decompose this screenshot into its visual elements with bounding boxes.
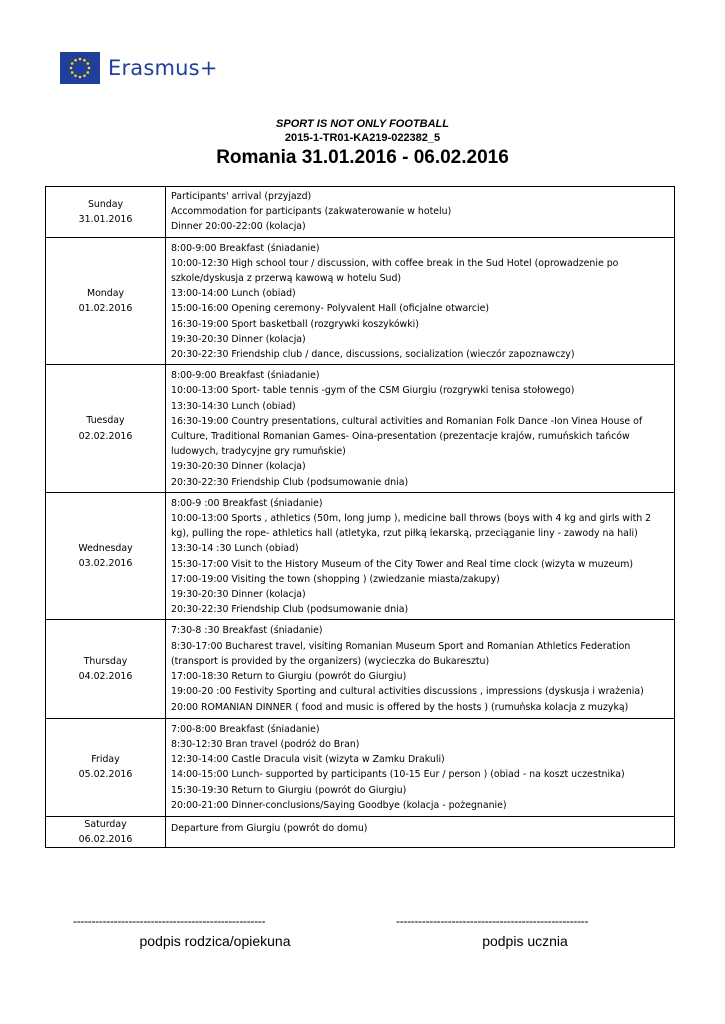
activity-item: Participants' arrival (przyjazd) [171,191,312,202]
activities-cell [166,816,675,847]
activity-item: 15:00-16:00 Opening ceremony- Polyvalent Hall (oficjalne otwarcie) [171,303,490,315]
day-cell [46,620,166,718]
day-cell [46,237,166,365]
activity-item: 10:00-13:00 Sports , athletics (50m, long jump ), medicine ball throws (boys with 4 kg and girls with 2 kg), pulling the rope- athletics hall (atletyka, rzut piłką lekarską, przeciąganie liny - zawody na hali) [171,513,652,540]
activity-item: 16:30-19:00 Sport basketball (rozgrywki koszykówki) [171,318,419,330]
day-name: Tuesday [86,415,125,427]
erasmus-logo [60,52,218,84]
activities-cell [166,492,675,620]
activity-item: 13:30-14 :30 Lunch (obiad) [171,543,299,555]
activity-item: 8:00-9:00 Breakfast (śniadanie) [171,370,320,382]
activity-item: 13:30-14:30 Lunch (obiad) [171,400,296,412]
activity-item: 19:00-20 :00 Festivity Sporting and cultural activities discussions , impressions (dyskusja i wrażenia) [171,686,644,698]
activity-item: 14:00-15:00 Lunch- supported by participants (10-15 Eur / person ) (obiad - na koszt uczestnika) [171,769,625,781]
activity-item: 19:30-20:30 Dinner (kolacja) [171,589,306,601]
activities-cell [166,187,675,238]
activity-item: 8:00-9 :00 Breakfast (śniadanie) [171,497,323,509]
activity-item: 10:00-12:30 High school tour / discussion, with coffee break in the Sud Hotel (oprowadzenie po szkole/dyskusja z przerwą kawową w hotelu Sud) [171,257,619,285]
activity-item: 20:00 ROMANIAN DINNER ( food and music is offered by the hosts ) (rumuńska kolacja z muzyką) [171,701,629,713]
activities-cell [166,365,675,493]
day-cell [46,365,166,493]
activity-item: 7:30-8 :30 Breakfast (śniadanie) [171,625,323,637]
day-name: Saturday [84,818,127,830]
activity-item: 19:30-20:30 Dinner (kolacja) [171,333,306,345]
day-name: Monday [86,287,124,299]
schedule-row [46,816,675,847]
activities-cell [166,718,675,816]
activity-item: 17:00-19:00 Visiting the town (shopping ) (zwiedzanie miasta/zakupy) [171,573,500,585]
day-date: 05.02.2016 [78,769,133,781]
student-signature-label: podpis ucznia [482,933,568,949]
activity-item: 19:30-20:30 Dinner (kolacja) [171,461,306,473]
day-cell [46,718,166,816]
day-name: Wednesday [78,542,133,554]
activity-item: 15:30-19:30 Return to Giurgiu (powrót do Giurgiu) [171,784,407,796]
activity-item: 8:00-9:00 Breakfast (śniadanie) [171,242,320,254]
activity-item: 13:00-14:00 Lunch (obiad) [171,288,296,300]
activity-item: 20:30-22:30 Friendship Club (podsumowanie dnia) [171,604,409,616]
day-cell [46,492,166,620]
activities-cell [166,620,675,718]
eu-flag-icon [60,52,100,84]
activities-cell [166,237,675,365]
day-date: 31.01.2016 [78,213,133,225]
activity-item: 10:00-13:00 Sport- table tennis -gym of the CSM Giurgiu (rozgrywki tenisa stołowego) [171,385,575,397]
day-cell [46,816,166,847]
day-cell [46,187,166,238]
activity-item: 7:00-8:00 Breakfast (śniadanie) [171,723,320,735]
day-date: 04.02.2016 [78,671,133,683]
schedule-table [45,186,675,848]
project-code: 2015-1-TR01-KA219-022382_5 [284,132,441,144]
day-date: 03.02.2016 [78,558,133,570]
logo-text: Erasmus+ [108,56,218,80]
schedule-row [46,365,675,493]
activity-item: 17:00-18:30 Return to Giurgiu (powrót do Giurgiu) [171,671,407,683]
activity-item: 20:30-22:30 Friendship club / dance, discussions, socialization (wieczór zapoznawczy) [171,349,575,361]
page-title: Romania 31.01.2016 - 06.02.2016 [216,147,509,168]
activity-item: 8:30-12:30 Bran travel (podróż do Bran) [171,738,360,750]
activity-item: 20:00-21:00 Dinner-conclusions/Saying Goodbye (kolacja - pożegnanie) [171,799,507,811]
activity-item: Accommodation for participants (zakwaterowanie w hotelu) [171,206,452,218]
schedule-row [46,718,675,816]
activity-item: 16:30-19:00 Country presentations, cultural activities and Romanian Folk Dance -Ion Vinea House of Culture, Traditional Romanian Games- Oina-presentation (prezentacje krajów, rumuńskich tańców ludowych, tradycyjne gry rumuńskie) [171,415,643,458]
schedule-row [46,187,675,238]
activity-item: 15:30-17:00 Visit to the History Museum of the City Tower and Real time clock (wizyta w muzeum) [171,558,634,570]
day-date: 02.02.2016 [78,430,133,442]
activity-item: 8:30-17:00 Bucharest travel, visiting Romanian Museum Sport and Romanian Athletics Federation (transport is provided by the organizers) (wycieczka do Bukaresztu) [171,640,631,667]
day-date: 06.02.2016 [78,834,133,846]
eu-stars-icon [60,52,100,84]
activity-item: 12:30-14:00 Castle Dracula visit (wizyta w Zamku Drakuli) [171,754,445,766]
activity-item: Departure from Giurgiu (powrót do domu) [171,823,368,835]
project-subtitle: SPORT IS NOT ONLY FOOTBALL [276,118,449,130]
day-name: Sunday [87,198,124,210]
student-signature-line: ---------------------------------------------------- [396,914,589,928]
schedule-row [46,492,675,620]
parent-signature-label: podpis rodzica/opiekuna [139,933,291,949]
schedule-body [46,187,675,848]
activity-item: Dinner 20:00-22:00 (kolacja) [171,221,306,233]
parent-signature-line: ---------------------------------------------------- [73,914,266,928]
day-name: Thursday [83,655,128,667]
schedule-row [46,620,675,718]
day-date: 01.02.2016 [78,302,133,314]
day-name: Friday [91,754,120,766]
schedule-row [46,237,675,365]
activity-item: 20:30-22:30 Friendship Club (podsumowanie dnia) [171,476,409,488]
